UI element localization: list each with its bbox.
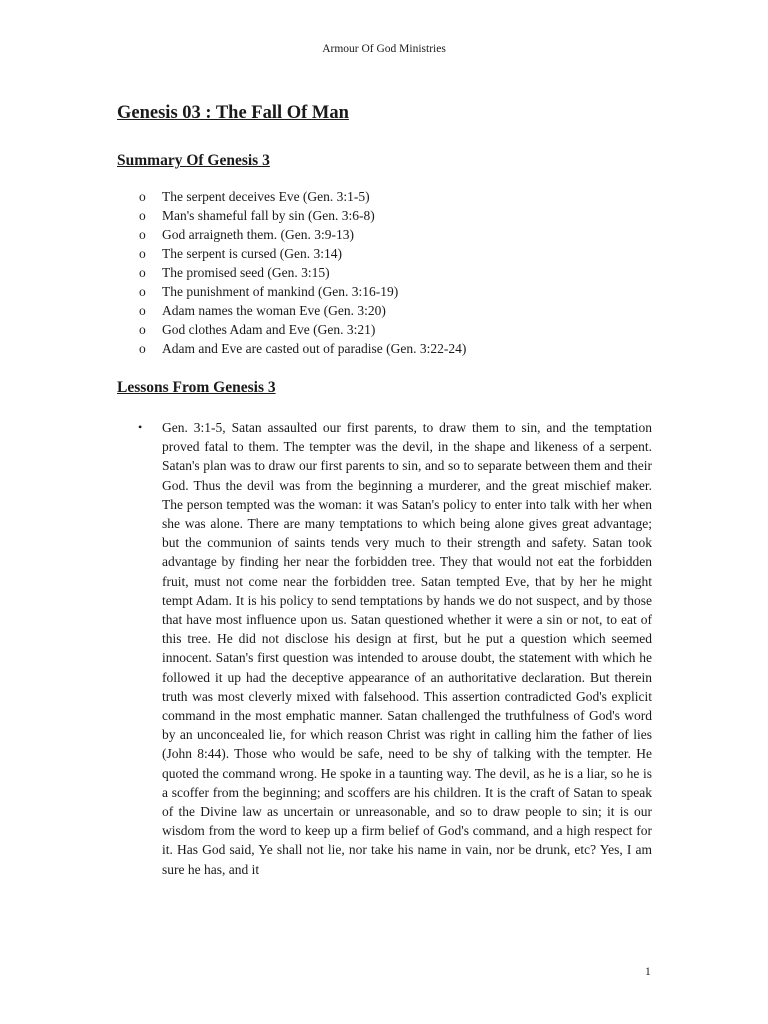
bullet-marker: • xyxy=(138,420,143,434)
summary-list xyxy=(139,187,466,358)
bullet-marker: o xyxy=(139,341,146,356)
bullet-marker: o xyxy=(139,246,146,261)
list-item xyxy=(139,339,466,358)
lessons-heading: Lessons From Genesis 3 xyxy=(117,379,276,396)
list-item xyxy=(139,244,466,263)
list-item-text: Man's shameful fall by sin (Gen. 3:6-8) xyxy=(162,208,375,223)
list-item-text: Adam names the woman Eve (Gen. 3:20) xyxy=(162,303,386,318)
lesson-paragraph: Gen. 3:1-5, Satan assaulted our first parents, to draw them to sin, and the temptation proved fatal to them. The tempter was the devil, in the shape and likeness of a serpent. Satan's plan was to draw our first parents to sin, and so to separate between them and their God. Thus the devil was from the beginning a murderer, and the great mischief maker. The person tempted was the woman: it was Satan's policy to enter into talk with her when she was alone. There are many temptations to which being alone gives great advantage; but the communion of saints tends very much to their strength and safety. Satan took advantage by finding her near the forbidden tree. They that would not eat the forbidden fruit, must not come near the forbidden tree. Satan tempted Eve, that by her he might tempt Adam. It is his policy to send temptations by hands we do not suspect, and by those that have most influence upon us. Satan questioned whether it were a sin or not, to eat of this tree. He did not disclose his design at first, but he put a question which seemed innocent. Satan's first question was intended to arouse doubt, the statement with which he followed it up had the deceptive appearance of an authoritative declaration. But therein truth was most cleverly mixed with falsehood. This assertion contradicted God's explicit command in the most emphatic manner. Satan challenged the truthfulness of God's word by an unconcealed lie, for which reason Christ was right in calling him the father of lies (John 8:44). Those who would be safe, need to be shy of talking with the tempter. He quoted the command wrong. He spoke in a taunting way. The devil, as he is a liar, so he is a scoffer from the beginning; and scoffers are his children. It is the craft of Satan to speak of the Divine law as uncertain or unreasonable, and so to draw people to sin; it is our wisdom from the word to keep up a firm belief of God's command, and a high respect for it. Has God said, Ye shall not lie, nor take his name in vain, nor be drunk, etc? Yes, I am sure he has, and it xyxy=(162,420,652,877)
summary-heading: Summary Of Genesis 3 xyxy=(117,152,270,169)
list-item xyxy=(139,263,466,282)
list-item xyxy=(139,206,466,225)
bullet-marker: o xyxy=(139,303,146,318)
page-number: 1 xyxy=(645,966,651,978)
list-item xyxy=(139,301,466,320)
list-item-text: The promised seed (Gen. 3:15) xyxy=(162,265,330,280)
list-item-text: God arraigneth them. (Gen. 3:9-13) xyxy=(162,227,354,242)
list-item-text: The serpent is cursed (Gen. 3:14) xyxy=(162,246,342,261)
list-item-text: God clothes Adam and Eve (Gen. 3:21) xyxy=(162,322,376,337)
bullet-marker: o xyxy=(139,284,146,299)
list-item-text: The serpent deceives Eve (Gen. 3:1-5) xyxy=(162,189,370,204)
bullet-marker: o xyxy=(139,265,146,280)
lesson-item xyxy=(138,418,652,879)
bullet-marker: o xyxy=(139,189,146,204)
bullet-marker: o xyxy=(139,208,146,223)
list-item-text: Adam and Eve are casted out of paradise (Gen. 3:22-24) xyxy=(162,341,467,356)
bullet-marker: o xyxy=(139,322,146,337)
list-item xyxy=(139,320,466,339)
list-item xyxy=(139,225,466,244)
list-item xyxy=(139,282,466,301)
list-item xyxy=(139,187,466,206)
bullet-marker: o xyxy=(139,227,146,242)
document-title: Genesis 03 : The Fall Of Man xyxy=(117,103,349,123)
list-item-text: The punishment of mankind (Gen. 3:16-19) xyxy=(162,284,399,299)
running-header: Armour Of God Ministries xyxy=(322,43,446,55)
